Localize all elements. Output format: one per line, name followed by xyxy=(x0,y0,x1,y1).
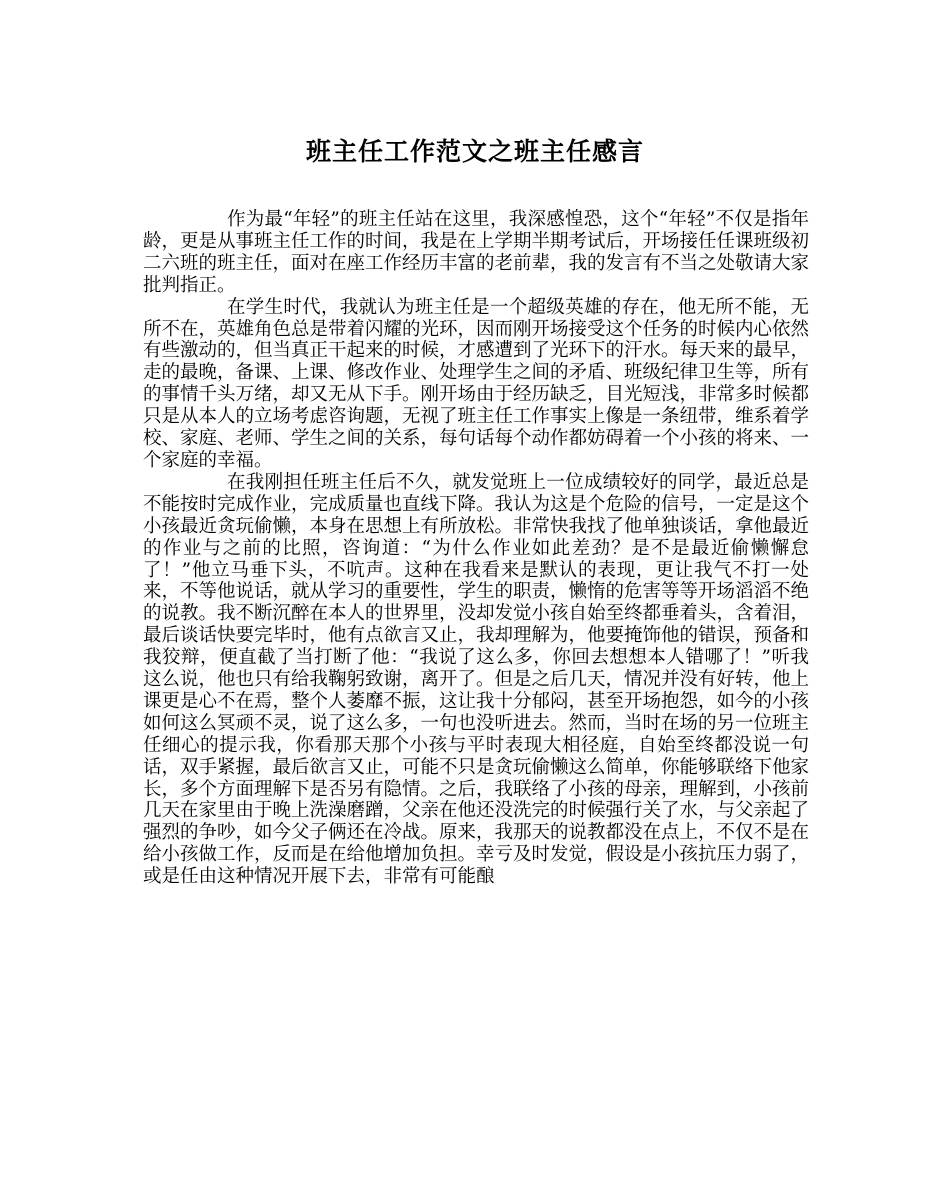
paragraph-intro: 作为最“年轻”的班主任站在这里，我深感惶恐，这个“年轻”不仅是指年龄，更是从事班主任工作的时间，我是在上学期半期考试后，开场接任任课班级初二六班的班主任，面对在座工作经历丰富的老前辈，我的发言有不当之处敬请大家批判指正。 xyxy=(143,209,810,296)
document-title: 班主任工作范文之班主任感言 xyxy=(305,137,644,166)
paragraph-student-era: 在学生时代，我就认为班主任是一个超级英雄的存在，他无所不能，无所不在，英雄角色总是带着闪耀的光环，因而刚开场接受这个任务的时候内心依然有些激动的，但当真正干起来的时候，才感遭到了光环下的汗水。每天来的最早，走的最晚，备课、上课、修改作业、处理学生之间的矛盾、班级纪律卫生等，所有的事情千头万绪，却又无从下手。刚开场由于经历缺乏，目光短浅，非常多时候都只是从本人的立场考虑咨询题，无视了班主任工作事实上像是一条纽带，维系着学校、家庭、老师、学生之间的关系，每句话每个动作都妨碍着一个小孩的将来、一个家庭的幸福。 xyxy=(143,296,810,471)
document-body xyxy=(143,209,809,888)
paragraph-anecdote: 在我刚担任班主任后不久，就发觉班上一位成绩较好的同学，最近总是不能按时完成作业，完成质量也直线下降。我认为这是个危险的信号，一定是这个小孩最近贪玩偷懒，本身在思想上有所放松。非常快我找了他单独谈话，拿他最近的作业与之前的比照，咨询道：“为什么作业如此差劲？是不是最近偷懒懈怠了！”他立马垂下头，不吭声。这种在我看来是默认的表现，更让我气不打一处来，不等他说话，就从学习的重要性，学生的职责，懒惰的危害等等开场滔滔不绝的说教。我不断沉醉在本人的世界里，没却发觉小孩自始至终都垂着头，含着泪，最后谈话快要完毕时，他有点欲言又止，我却理解为，他要掩饰他的错误，预备和我狡辩，便直截了当打断了他：“我说了这么多，你回去想想本人错哪了！”听我这么说，他也只有给我鞠躬致谢，离开了。但是之后几天，情况并没有好转，他上课更是心不在焉，整个人萎靡不振，这让我十分郁闷，甚至开场抱怨，如今的小孩如何这么冥顽不灵，说了这么多，一句也没听进去。然而，当时在场的另一位班主任细心的提示我，你看那天那个小孩与平时表现大相径庭，自始至终都没说一句话，双手紧握，最后欲言又止，可能不只是贪玩偷懒这么简单，你能够联络下他家长，多个方面理解下是否另有隐情。之后，我联络了小孩的母亲，理解到，小孩前几天在家里由于晚上洗澡磨蹭，父亲在他还没洗完的时候强行关了水，与父亲起了强烈的争吵，如今父子俩还在冷战。原来，我那天的说教都没在点上，不仅不是在给小孩做工作，反而是在给他增加负担。幸亏及时发觉，假设是小孩抗压力弱了，或是任由这种情况开展下去，非常有可能酿 xyxy=(143,471,810,888)
